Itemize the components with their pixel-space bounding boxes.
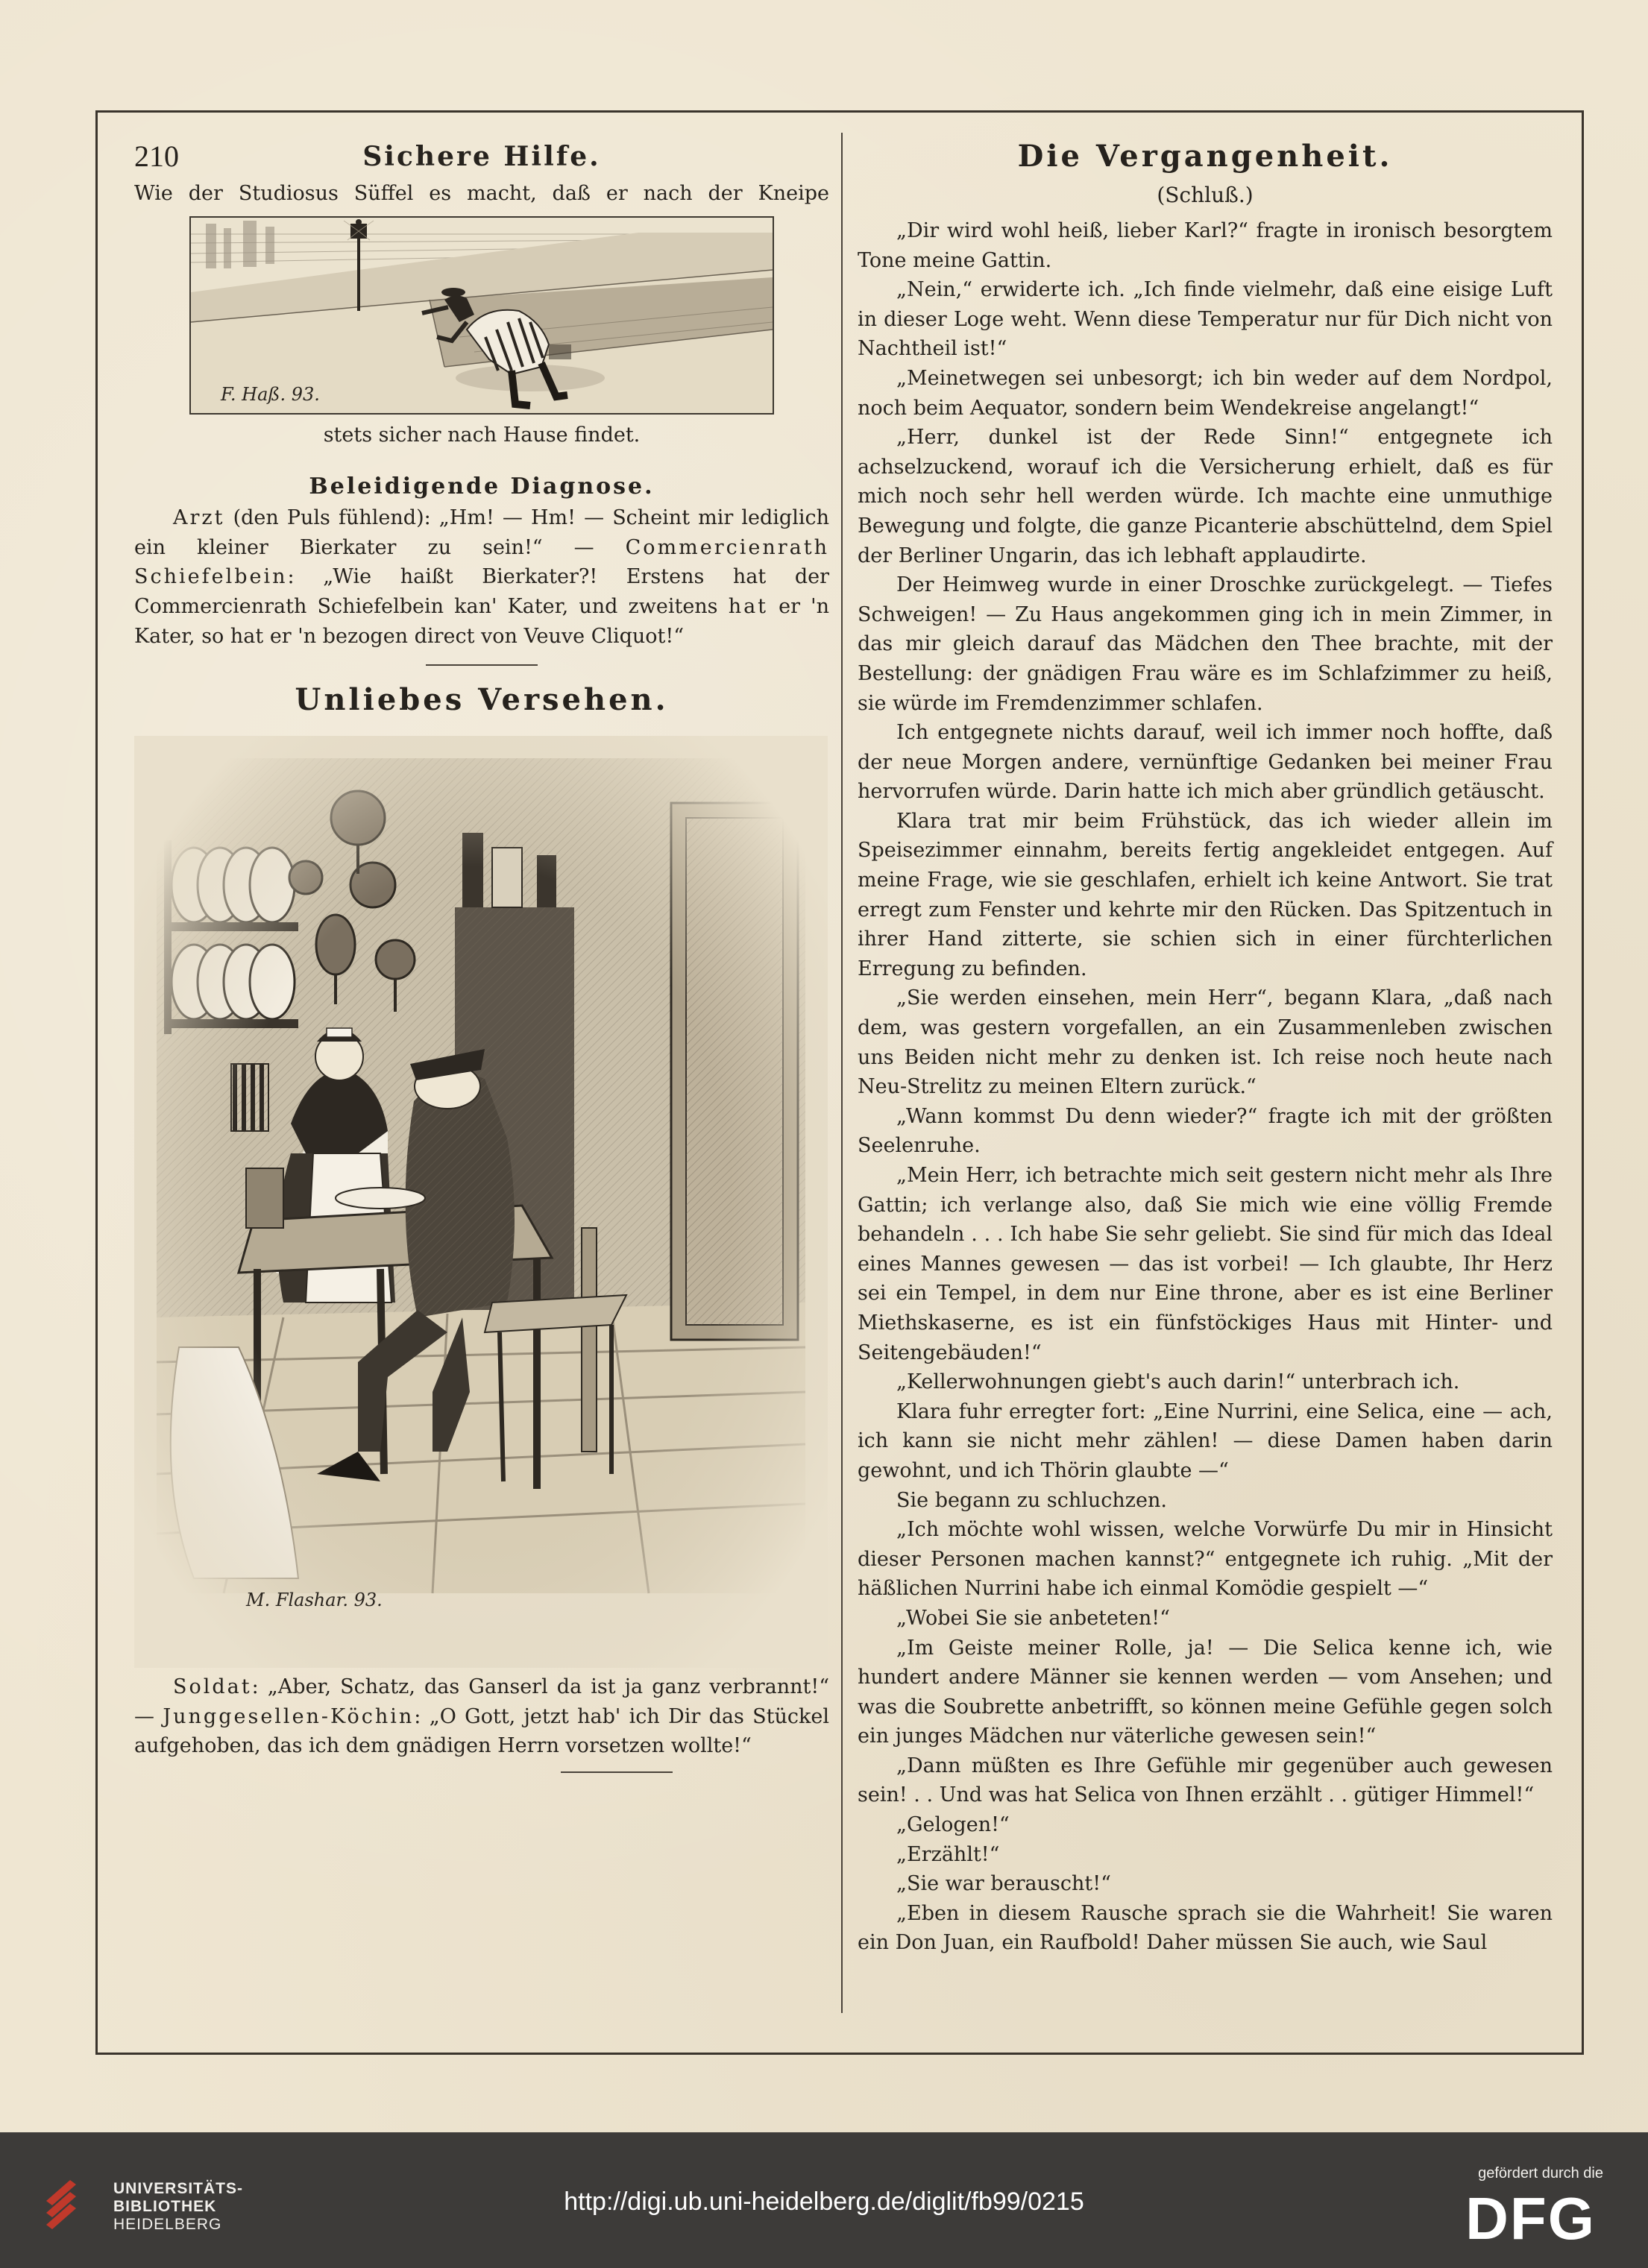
story-paragraph: „Ich möchte wohl wissen, welche Vorwürfe Du mir in Hinsicht dieser Personen machen kannst?“ entgegnete ich ruhig. „Mit der häßlichen Nurrini habe ich einmal Komödie gespielt —“ [858,1518,1553,1601]
story-paragraph: „Sie werden einsehen, mein Herr“, begann Klara, „daß nach dem, was gestern vorgefallen, an ein Zusammenleben zwischen uns Beiden nicht mehr zu denken ist. Ich reise noch heute nach Neu-Strelitz zu meinen Eltern zurück.“ [858,986,1553,1099]
page-number: 210 [134,139,179,173]
speaker-koechin: Junggesellen-Köchin [163,1704,415,1728]
article-title-versehen: Unliebes Versehen. [295,682,669,718]
diagnose-text-3: er 'n Kater, so hat er 'n bezogen direct von Veuve Cliquot!“ [134,594,829,648]
article-title-diagnose: Beleidigende Diagnose. [309,473,655,500]
article-title-sichere-hilfe: Sichere Hilfe. [362,141,601,172]
article-versehen-text [134,1672,829,1761]
dfg-logo: DFG [1465,2185,1596,2252]
story-paragraph: „Mein Herr, ich betrachte mich seit gestern nicht mehr als Ihre Gattin; ich verlange also, daß Sie mich wie eine völlig Fremde behandeln . . . Ich habe Sie sehr geliebt. Sie sind für mich das Ideal eines Mannes gewesen — das ist vorbei! — Ich glaubte, Ihr Herz sei ein Tempel, in dem nur Eine throne, aber es ist eine Berliner Miethskaserne, es ist ein fünfstöckiges Haus mit Hinter- und Seitengebäuden!“ [858,1164,1553,1364]
story-paragraph: „Sie war berauscht!“ [896,1872,1111,1896]
article-caption: stets sicher nach Hause findet. [323,423,641,447]
story-paragraph: „Eben in diesem Rausche sprach sie die Wahrheit! Sie waren ein Don Juan, ein Raufbold! Daher müssen Sie auch, wie Saul [858,1901,1553,1955]
story-paragraph: Klara fuhr erregter fort: „Eine Nurrini, eine Selica, eine — ach, ich kann sie nicht mehr zählen! — diese Damen haben darin gewohnt, und ich Thörin glaubte —“ [858,1399,1553,1482]
story-paragraph: „Nein,“ erwiderte ich. „Ich finde vielmehr, daß eine eisige Luft in dieser Loge weht. Wenn diese Temperatur nur für Dich nicht von Nachtheil ist!“ [858,278,1553,361]
story-paragraph: „Kellerwohnungen giebt's auch darin!“ unterbrach ich. [896,1370,1460,1394]
source-url-link[interactable]: http://digi.ub.uni-heidelberg.de/diglit/fb99/0215 [564,2187,1084,2216]
column-divider [841,133,843,2013]
illustration-signature-hass: F. Haß. 93. [221,383,320,405]
illustration-signature-flashar: M. Flashar. 93. [246,1590,383,1611]
right-column [858,134,1553,1958]
article-title-vergangenheit: Die Vergangenheit. [1017,139,1393,174]
story-paragraph: Klara trat mir beim Frühstück, das ich wieder allein im Speisezimmer einnahm, bereits fertig angekleidet entgegen. Auf meine Frage, wie sie geschlafen, erhielt ich keine Antwort. Sie trat erregt zum Fenster und kehrte mir den Rücken. Das Spitzentuch in ihrer Hand zitterte, sie schien sich in einer fürchterlichen Erregung zu befinden. [858,809,1553,980]
story-paragraph: „Erzählt!“ [896,1842,1000,1866]
diagnose-text-2: : „Wie haißt Bierkater?! Erstens hat der Commercienrath Schiefelbein kan' Kater, und zweitens [134,565,829,618]
kitchen-drawing [134,736,828,1668]
versehen-text-2: : „O Gott, jetzt hab' ich Dir das Stückel aufgehoben, das ich dem gnädigen Herrn vorsetzen wollte!“ [134,1704,829,1758]
article-intro: Wie der Studiosus Süffel es macht, daß er nach der Kneipe [134,182,829,205]
speaker-commercienrath: Commercienrath Schiefelbein [134,535,829,589]
end-rule [561,1771,673,1773]
speaker-soldat: Soldat [173,1675,252,1699]
speaker-arzt: Arzt [173,506,225,530]
illustration-kitchen-scene [134,736,828,1668]
library-name-line3: HEIDELBERG [113,2216,222,2233]
story-paragraph: Sie begann zu schluchzen. [896,1488,1167,1512]
left-column [134,134,829,1773]
story-paragraph: Ich entgegnete nichts darauf, weil ich immer noch hoffte, daß der neue Morgen andere, vernünftige Gedanken bei meiner Frau hervorrufen würde. Darin hatte ich mich aber gründlich getäuscht. [858,721,1553,804]
illustration-student-on-street [189,216,774,415]
footer-bar [0,2132,1648,2268]
story-paragraphs [858,216,1553,1958]
section-rule [426,664,538,666]
library-name-line2: BIBLIOTHEK [113,2198,217,2215]
versehen-text-1: : „Aber, Schatz, das Ganserl da ist ja ganz verbrannt!“ — [134,1675,829,1728]
library-name-line1: UNIVERSITÄTS- [113,2180,244,2197]
diagnose-text-1: (den Puls fühlend): „Hm! — Hm! — Scheint mir lediglich ein kleiner Bierkater zu sein!“ — [134,506,829,559]
story-paragraph: Der Heimweg wurde in einer Droschke zurückgelegt. — Tiefes Schweigen! — Zu Haus angekommen ging ich in mein Zimmer, in das mir gleich darauf das Mädchen den Thee brachte, mit der Bestellung: der gnädigen Frau wäre es im Schlafzimmer zu heiß, sie würde im Fremdenzimmer schlafen. [858,573,1553,715]
story-paragraph: „Wann kommst Du denn wieder?“ fragte ich mit der größten Seelenruhe. [858,1104,1553,1158]
story-paragraph: „Herr, dunkel ist der Rede Sinn!“ entgegnete ich achselzuckend, worauf ich die Versicherung erhielt, daß es für mich noch sehr hell werden würde. Ich machte eine unmuthige Bewegung und folgte, die ganze Picanterie abschüttelnd, dem Spiel der Berliner Ungarin, das ich lebhaft applaudirte. [858,426,1553,567]
funded-by-label: gefördert durch die [1478,2165,1603,2182]
story-paragraph: „Dann müßten es Ihre Gefühle mir gegenüber auch gewesen sein! . . Und was hat Selica von Ihnen erzählt . . gütiger Himmel!“ [858,1754,1553,1807]
story-paragraph: „Gelogen!“ [896,1813,1010,1837]
article-subtitle: (Schluß.) [1157,183,1254,207]
story-paragraph: „Meinetwegen sei unbesorgt; ich bin weder auf dem Nordpol, noch beim Aequator, sondern beim Wendekreise angelangt!“ [858,366,1553,420]
story-paragraph: „Dir wird wohl heiß, lieber Karl?“ fragte in ironisch besorgtem Tone meine Gattin. [858,219,1553,272]
diagnose-emphasis: hat [728,594,769,618]
story-paragraph: „Im Geiste meiner Rolle, ja! — Die Selica kenne ich, wie hundert andere Männer sie kennen werden — vom Ansehen; und was die Soubrette anbetrifft, so können meine Gefühle gegen solch ein junges Mädchen nur väterliche gewesen sein!“ [858,1636,1553,1748]
story-paragraph: „Wobei Sie sie anbeteten!“ [896,1606,1170,1630]
article-diagnose-text [134,503,829,651]
left-header-row [134,134,829,179]
